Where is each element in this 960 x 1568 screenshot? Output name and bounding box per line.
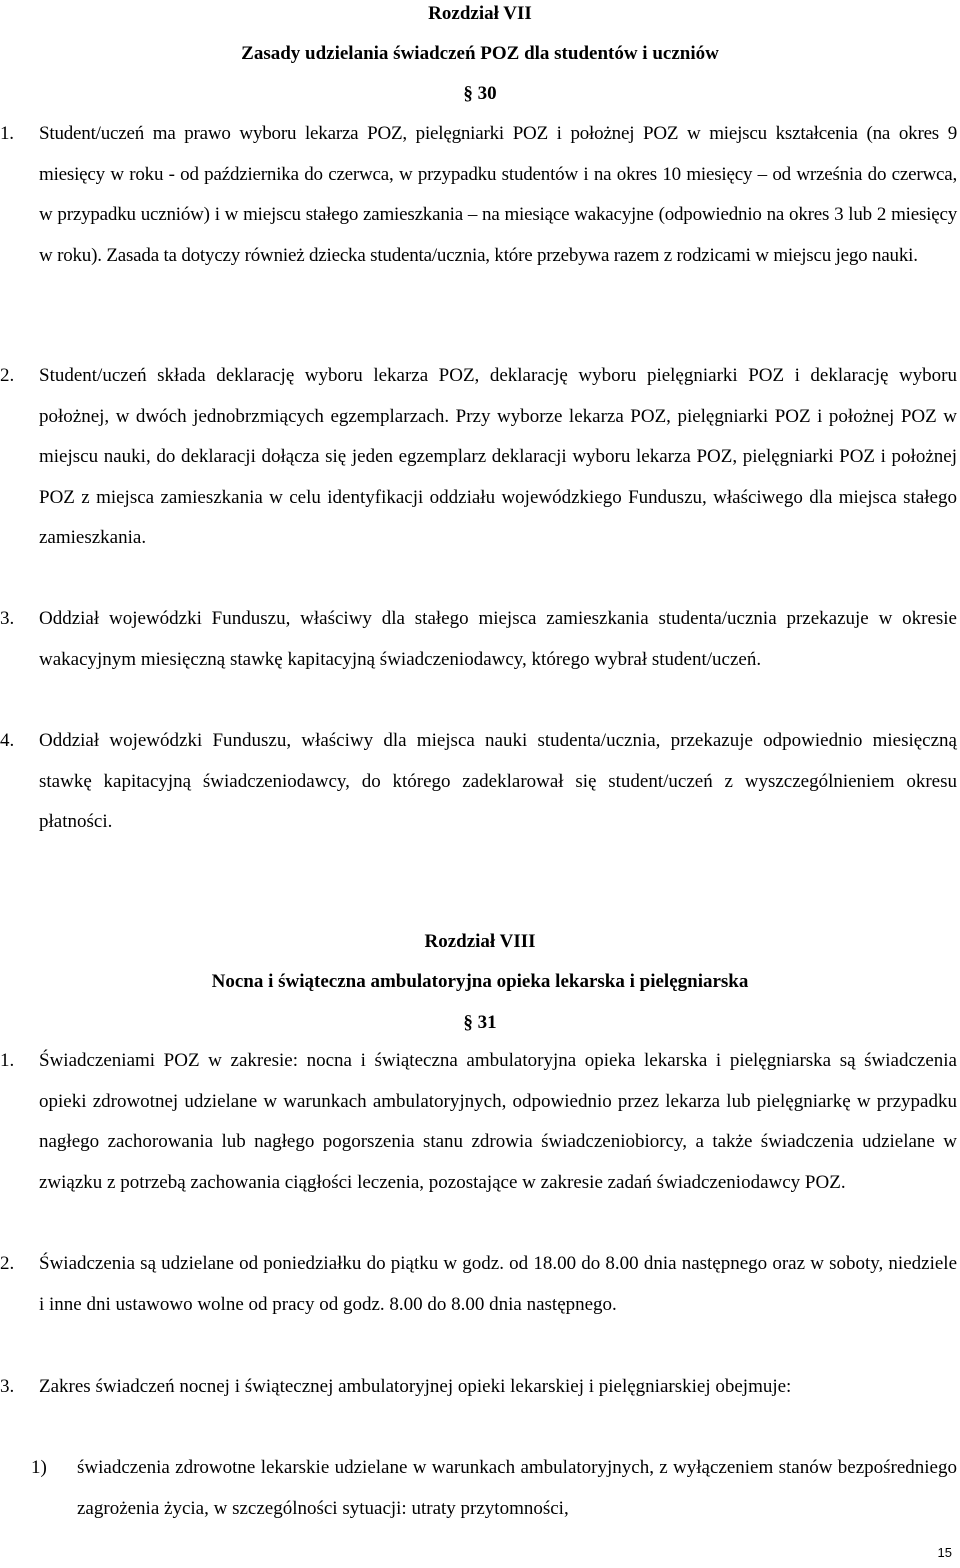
ch7-paragraph-1 [0,114,957,276]
page-number: 15 [937,1545,952,1560]
ch8-subitem-1-number: 1) [31,1457,47,1478]
ch8-subitem-1-text: świadczenia zdrowotne lekarskie udzielane w warunkach ambulatoryjnych, z wyłączeniem stanów bezpośredniego zagrożenia życia, w szczególności sytuacji: utraty przytomności, [77,1457,957,1519]
ch7-paragraph-4-number: 4. [0,730,15,751]
ch7-paragraph-3 [0,599,957,680]
ch8-paragraph-1-number: 1. [0,1050,15,1071]
ch7-paragraph-2 [0,356,957,559]
ch8-paragraph-2-text: Świadczenia są udzielane od poniedziałku do piątku w godz. od 18.00 do 8.00 dnia następnego oraz w soboty, niedziele i inne dni ustawowo wolne od pracy od godz. 8.00 do 8.00 dnia następnego. [39,1253,957,1315]
ch7-paragraph-3-text: Oddział wojewódzki Funduszu, właściwy dla stałego miejsca zamieszkania studenta/ucznia przekazuje w okresie wakacyjnym miesięczną stawkę kapitacyjną świadczeniodawcy, którego wybrał student/uczeń. [39,608,957,670]
ch7-paragraph-1-number: 1. [0,123,14,144]
ch8-paragraph-3-text: Zakres świadczeń nocnej i świątecznej ambulatoryjnej opieki lekarskiej i pielęgniarskiej obejmuje: [39,1376,792,1397]
chapter-8-subtitle: Nocna i świąteczna ambulatoryjna opieka lekarska i pielęgniarska [211,971,749,992]
chapter-7-subtitle: Zasady udzielania świadczeń POZ dla studentów i uczniów [241,43,719,64]
ch8-subitem-1 [31,1448,957,1529]
ch8-paragraph-3-number: 3. [0,1376,15,1397]
section-31: § 31 [463,1012,497,1033]
section-30: § 30 [463,83,497,104]
ch8-paragraph-2 [0,1244,957,1325]
ch8-paragraph-3 [0,1367,957,1408]
ch7-paragraph-2-number: 2. [0,365,15,386]
ch7-paragraph-2-text: Student/uczeń składa deklarację wyboru lekarza POZ, deklarację wyboru pielęgniarki POZ i deklarację wyboru położnej, w dwóch jednobrzmiących egzemplarzach. Przy wyborze lekarza POZ, pielęgniarki POZ i położnej POZ w miejscu nauki, do deklaracji dołącza się jeden egzemplarz deklaracji wyboru lekarza POZ, pielęgniarki POZ i położnej POZ z miejsca zamieszkania w celu identyfikacji oddziału wojewódzkiego Funduszu, właściwego dla miejsca stałego zamieszkania. [39,365,957,549]
ch7-paragraph-3-number: 3. [0,608,15,629]
chapter-8-title: Rozdział VIII [424,931,536,952]
ch8-paragraph-1 [0,1041,957,1203]
ch8-paragraph-2-number: 2. [0,1253,15,1274]
chapter-7-title: Rozdział VII [428,3,532,24]
ch7-paragraph-4-text: Oddział wojewódzki Funduszu, właściwy dla miejsca nauki studenta/ucznia, przekazuje odpowiednio miesięczną stawkę kapitacyjną świadczeniodawcy, do którego zadeklarował się student/uczeń z wyszczególnieniem okresu płatności. [39,730,957,833]
ch8-paragraph-1-text: Świadczeniami POZ w zakresie: nocna i świąteczna ambulatoryjna opieka lekarska i pielęgniarska są świadczenia opieki zdrowotnej udzielane w warunkach ambulatoryjnych, odpowiednio przez lekarza lub pielęgniarkę w przypadku nagłego zachorowania lub nagłego pogorszenia stanu zdrowia świadczeniobiorcy, a także świadczenia udzielane w związku z potrzebą zachowania ciągłości leczenia, pozostające w zakresie zadań świadczeniodawcy POZ. [39,1050,957,1193]
ch7-paragraph-4 [0,721,957,843]
ch7-paragraph-1-text: Student/uczeń ma prawo wyboru lekarza POZ, pielęgniarki POZ i położnej POZ w miejscu kształcenia (na okres 9 miesięcy w roku - od października do czerwca, w przypadku studentów i na okres 10 miesięcy – od września do czerwca, w przypadku uczniów) i w miejscu stałego zamieszkania – na miesiące wakacyjne (odpowiednio na okres 3 lub 2 miesięcy w roku). Zasada ta dotyczy również dziecka studenta/ucznia, które przebywa razem z rodzicami w miejscu jego nauki. [39,123,957,266]
